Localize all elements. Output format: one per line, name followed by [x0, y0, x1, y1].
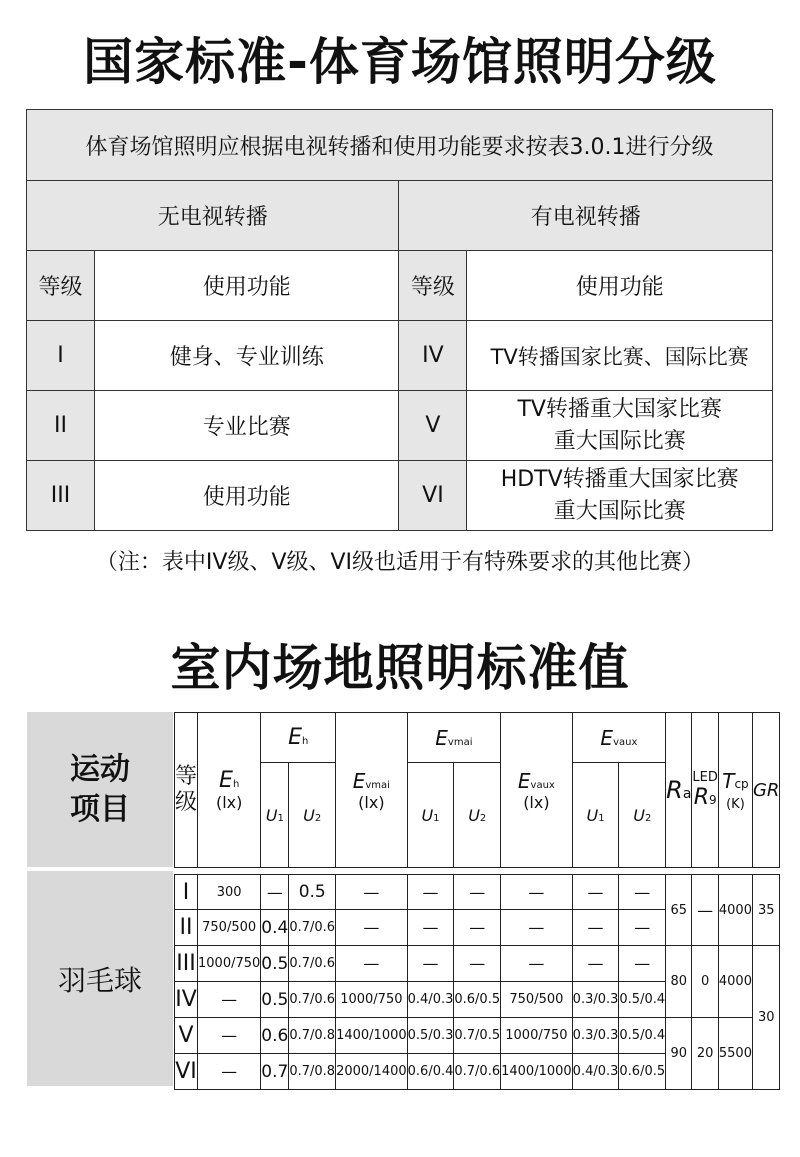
au2-cell: —: [619, 946, 666, 982]
function-header: 使用功能: [94, 251, 399, 321]
vu2-cell: —: [454, 910, 501, 946]
vu2-cell: 0.6/0.5: [454, 982, 501, 1018]
function-cell: 使用功能: [94, 461, 399, 531]
table-row: [27, 391, 773, 461]
grade-header: 等级: [27, 251, 95, 321]
grade-cell: IV: [399, 321, 467, 391]
evmai-cell: —: [336, 910, 408, 946]
eh-cell: 1000/750: [198, 946, 261, 982]
led-r9-header: LED R9: [692, 713, 718, 868]
tcp-cell: 5500: [718, 1018, 752, 1090]
au1-cell: 0.4/0.3: [572, 1054, 619, 1090]
u1-cell: —: [261, 875, 289, 910]
table-caption: 体育场馆照明应根据电视转播和使用功能要求按表3.0.1进行分级: [27, 110, 773, 181]
gr-cell: 30: [752, 946, 779, 1090]
evaux-cell: 1000/750: [501, 1018, 573, 1054]
u2-cell: 0.5: [289, 875, 336, 910]
function-cell: TV转播重大国家比赛 重大国际比赛: [467, 391, 773, 461]
grade-cell: II: [27, 391, 95, 461]
tcp-cell: 4000: [718, 875, 752, 946]
sport-name: 羽毛球: [27, 871, 173, 1086]
u1-header: U1: [407, 763, 454, 868]
ra-header: Ra: [666, 713, 692, 868]
eh-cell: 750/500: [198, 910, 261, 946]
u1-cell: 0.4: [261, 910, 289, 946]
evmai-cell: —: [336, 875, 408, 910]
evmai-uniformity-header: Evmai: [407, 713, 500, 763]
evmai-cell: —: [336, 946, 408, 982]
function-cell: HDTV转播重大国家比赛 重大国际比赛: [467, 461, 773, 531]
vu1-cell: 0.6/0.4: [407, 1054, 454, 1090]
table-row: [175, 1018, 780, 1054]
u1-cell: 0.5: [261, 946, 289, 982]
tcp-cell: 4000: [718, 946, 752, 1018]
grade-cell: VI: [175, 1054, 198, 1090]
grade-header: 等 级: [175, 713, 198, 868]
grade-cell: IV: [175, 982, 198, 1018]
vu2-cell: —: [454, 946, 501, 982]
evaux-cell: —: [501, 910, 573, 946]
evaux-cell: —: [501, 946, 573, 982]
evaux-cell: 1400/1000: [501, 1054, 573, 1090]
grade-cell: II: [175, 910, 198, 946]
vu1-cell: —: [407, 910, 454, 946]
eh-cell: —: [198, 1054, 261, 1090]
eh-uniformity-header: Eh: [261, 713, 336, 763]
table-row: [27, 461, 773, 531]
au2-cell: 0.5/0.4: [619, 982, 666, 1018]
grade-cell: III: [175, 946, 198, 982]
ra-cell: 65: [666, 875, 692, 946]
u2-cell: 0.7/0.8: [289, 1018, 336, 1054]
eh-cell: —: [198, 982, 261, 1018]
evaux-cell: 750/500: [501, 982, 573, 1018]
au2-cell: —: [619, 910, 666, 946]
evmai-cell: 2000/1400: [336, 1054, 408, 1090]
vu2-cell: —: [454, 875, 501, 910]
grade-cell: III: [27, 461, 95, 531]
led-cell: 20: [692, 1018, 718, 1090]
function-cell: 健身、专业训练: [94, 321, 399, 391]
au1-cell: —: [572, 946, 619, 982]
grading-table: [26, 109, 773, 531]
page-title: 国家标准-体育场馆照明分级: [83, 33, 717, 91]
u2-header: U2: [454, 763, 501, 868]
vu1-cell: 0.4/0.3: [407, 982, 454, 1018]
vu1-cell: —: [407, 875, 454, 910]
au2-cell: 0.5/0.4: [619, 1018, 666, 1054]
grade-cell: V: [399, 391, 467, 461]
evaux-header: Evaux (lx): [501, 713, 573, 868]
u1-cell: 0.5: [261, 982, 289, 1018]
grade-cell: I: [27, 321, 95, 391]
au1-cell: —: [572, 910, 619, 946]
tcp-header: Tcp (K): [718, 713, 752, 868]
u1-header: U1: [572, 763, 619, 868]
table-note: （注：表中IV级、V级、VI级也适用于有特殊要求的其他比赛）: [95, 550, 705, 575]
vu2-cell: 0.7/0.5: [454, 1018, 501, 1054]
function-cell: 专业比赛: [94, 391, 399, 461]
u2-header: U2: [289, 763, 336, 868]
gr-header: GR: [752, 713, 779, 868]
au2-cell: —: [619, 875, 666, 910]
table-row: [175, 946, 780, 982]
eh-cell: —: [198, 1018, 261, 1054]
u2-cell: 0.7/0.6: [289, 946, 336, 982]
evmai-cell: 1400/1000: [336, 1018, 408, 1054]
vu2-cell: 0.7/0.6: [454, 1054, 501, 1090]
evaux-cell: —: [501, 875, 573, 910]
section-title: 室内场地照明标准值: [170, 639, 630, 697]
au1-cell: —: [572, 875, 619, 910]
ra-cell: 90: [666, 1018, 692, 1090]
led-cell: 0: [692, 946, 718, 1018]
table-row: [27, 321, 773, 391]
function-cell: TV转播国家比赛、国际比赛: [467, 321, 773, 391]
u2-cell: 0.7/0.8: [289, 1054, 336, 1090]
grade-header: 等级: [399, 251, 467, 321]
lighting-standard-table: [174, 712, 780, 1090]
led-cell: —: [692, 875, 718, 946]
evaux-uniformity-header: Evaux: [572, 713, 665, 763]
table-row: [175, 875, 780, 910]
vu1-cell: 0.5/0.3: [407, 1018, 454, 1054]
ra-cell: 80: [666, 946, 692, 1018]
eh-cell: 300: [198, 875, 261, 910]
au1-cell: 0.3/0.3: [572, 982, 619, 1018]
evmai-header: Evmai (lx): [336, 713, 408, 868]
gr-cell: 35: [752, 875, 779, 946]
au2-cell: 0.6/0.5: [619, 1054, 666, 1090]
grade-cell: I: [175, 875, 198, 910]
u1-cell: 0.7: [261, 1054, 289, 1090]
sport-header: 运动 项目: [27, 712, 173, 867]
u2-cell: 0.7/0.6: [289, 982, 336, 1018]
vu1-cell: —: [407, 946, 454, 982]
no-tv-header: 无电视转播: [27, 181, 399, 251]
evmai-cell: 1000/750: [336, 982, 408, 1018]
eh-header: Eh (lx): [198, 713, 261, 868]
u2-header: U2: [619, 763, 666, 868]
grade-cell: VI: [399, 461, 467, 531]
u1-cell: 0.6: [261, 1018, 289, 1054]
au1-cell: 0.3/0.3: [572, 1018, 619, 1054]
tv-header: 有电视转播: [399, 181, 773, 251]
u2-cell: 0.7/0.6: [289, 910, 336, 946]
grade-cell: V: [175, 1018, 198, 1054]
function-header: 使用功能: [467, 251, 773, 321]
u1-header: U1: [261, 763, 289, 868]
